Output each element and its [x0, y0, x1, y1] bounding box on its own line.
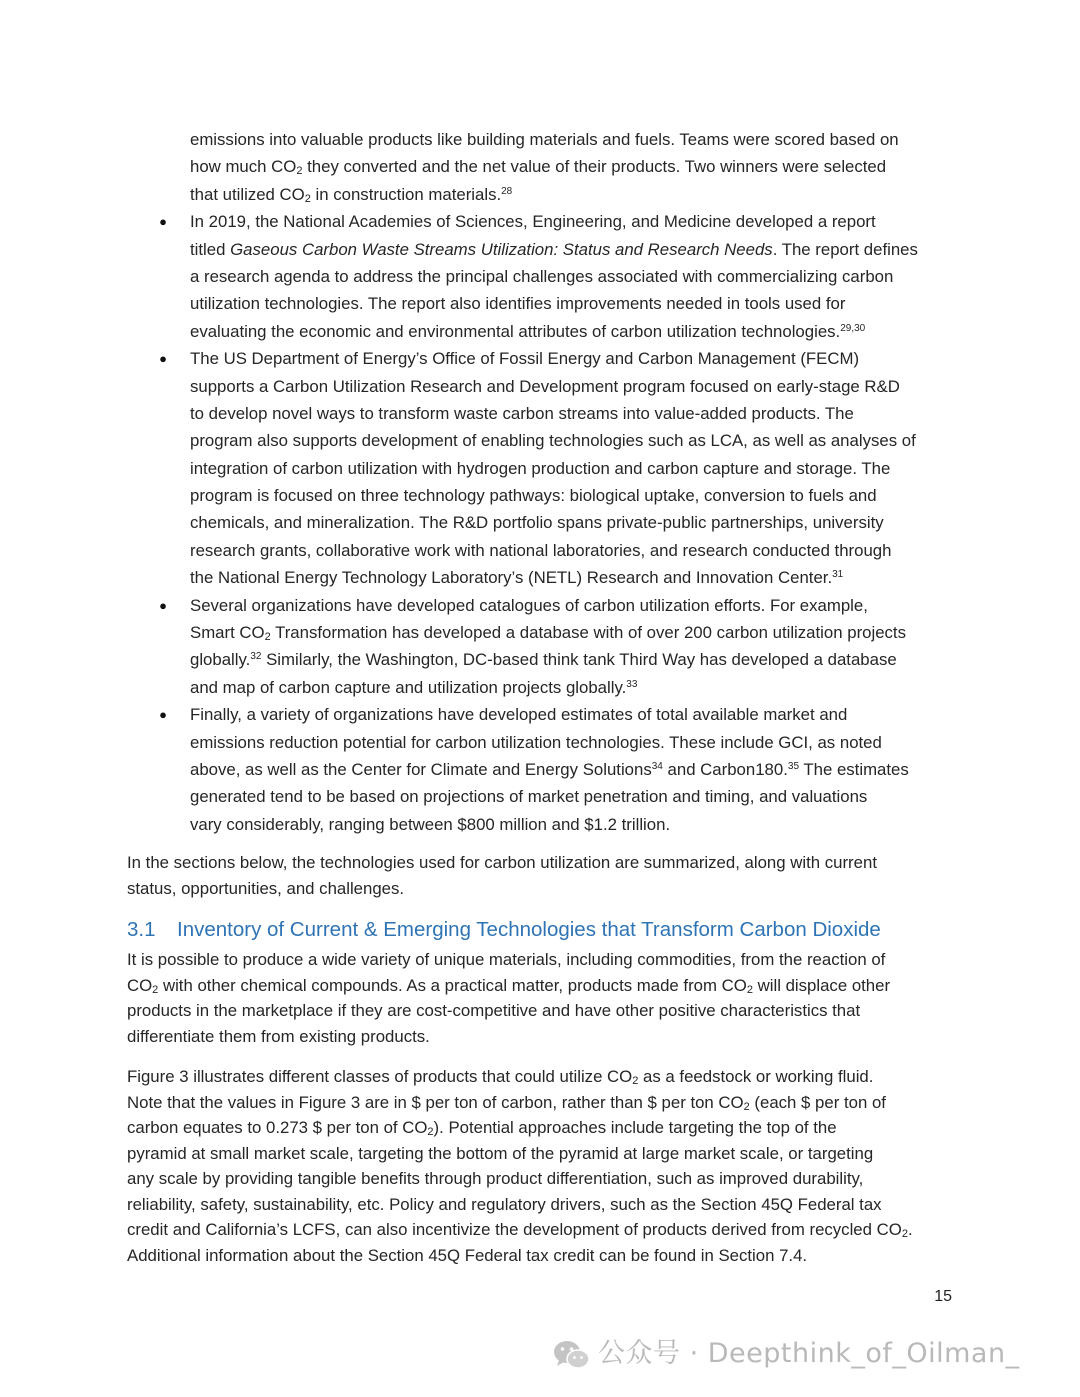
bullet-text: and map of carbon capture and utilization projects globally.$^{33}$: [190, 677, 638, 697]
bullet-dot-icon: ●: [159, 351, 167, 367]
bullet-text: the National Energy Technology Laboratory’s (NETL) Research and Innovation Center.$^{31}$: [190, 568, 844, 588]
bullet-line: [158, 701, 958, 728]
bullet-text: a research agenda to address the principal challenges associated with commercializing carbon: [190, 266, 894, 286]
bullet-dot-icon: ●: [159, 707, 167, 723]
bullet-text: supports a Carbon Utilization Research and Development program focused on early-stage R&D: [190, 376, 900, 396]
bullet-text: Smart $CO_2$ Transformation has developed a database with of over 200 carbon utilization projects: [190, 623, 906, 644]
paragraph-line: credit and California’s LCFS, can also incentivize the development of products derived from recycled $CO_2$.: [127, 1220, 913, 1240]
bullet-line: [158, 564, 958, 591]
paragraph-line: products in the marketplace if they are cost-competitive and have other positive characteristics that: [127, 1001, 861, 1020]
bullet-line: [158, 318, 958, 345]
bullet-text: evaluating the economic and environmental attributes of carbon utilization technologies.$^{29,30}$: [190, 321, 866, 341]
bullet-text: how much $CO_2$ they converted and the net value of their products. Two winners were selected: [190, 157, 887, 178]
bullet-text: to develop novel ways to transform waste carbon streams into value-added products. The: [190, 403, 854, 423]
paragraph-line: $CO_2$ with other chemical compounds. As a practical matter, products made from $CO_2$ will displace other: [127, 975, 891, 996]
bullet-line: [158, 537, 958, 564]
bullet-text: above, as well as the Center for Climate and Energy Solutions$^{34}$ and Carbon180.35 The estimates: [190, 759, 909, 779]
bullet-text: Finally, a variety of organizations have developed estimates of total available market and: [190, 705, 848, 725]
paragraph-line: carbon equates to 0.273 $ per ton of $CO_2$). Potential approaches include targeting the top of the: [127, 1118, 837, 1138]
paragraph-line: any scale by providing tangible benefits through product differentiation, such as improved durability,: [127, 1169, 864, 1188]
paragraph-line: Note that the values in Figure 3 are in $ per ton of carbon, rather than $ per ton $CO_2$ (each $ per ton of: [127, 1092, 886, 1113]
paragraph-line: differentiate them from existing products.: [127, 1026, 430, 1046]
bullet-line: [158, 400, 958, 427]
bullet-line: [158, 674, 958, 701]
bullet-text: Several organizations have developed catalogues of carbon utilization efforts. For example,: [190, 595, 868, 615]
bullet-text: The US Department of Energy’s Office of Fossil Energy and Carbon Management (FECM): [190, 349, 860, 369]
bullet-line: [158, 811, 958, 838]
bullet-line: [158, 263, 958, 290]
page-number: 15: [934, 1288, 952, 1305]
bullet-line: [158, 126, 958, 153]
bullet-text: utilization technologies. The report also identifies improvements needed in tools used for: [190, 294, 846, 314]
bullet-line: [158, 373, 958, 400]
bullet-line: [158, 482, 958, 509]
bullet-text: globally.$^{32}$ Similarly, the Washington, DC-based think tank Third Way has developed a database: [190, 650, 897, 670]
bullet-text: program also supports development of enabling technologies such as LCA, as well as analyses of: [190, 431, 916, 451]
bullet-line: [158, 208, 958, 235]
bullet-line: [158, 756, 958, 783]
paragraph-line: It is possible to produce a wide variety of unique materials, including commodities, from the reaction of: [127, 950, 886, 969]
intro-paragraph: [127, 850, 957, 901]
bullet-line: [158, 290, 958, 317]
bullet-line: [158, 153, 958, 180]
bullet-text: emissions reduction potential for carbon utilization technologies. These include GCI, as noted: [190, 732, 882, 752]
bullet-line: [158, 592, 958, 619]
bullet-list: [158, 126, 958, 838]
paragraph-line: Additional information about the Section 45Q Federal tax credit can be found in Section 7.4.: [127, 1245, 808, 1265]
watermark-text: 公众号 · Deepthink_of_Oilman_: [598, 1338, 1020, 1369]
bullet-line: [158, 619, 958, 646]
section-heading: [127, 916, 881, 944]
bullet-dot-icon: ●: [159, 597, 167, 613]
bullet-line: [158, 236, 958, 263]
bullet-text: generated tend to be based on projections of market penetration and timing, and valuations: [190, 787, 868, 807]
bullet-line: [158, 783, 958, 810]
bullet-line: [158, 427, 958, 454]
section-title: Inventory of Current & Emerging Technologies that Transform Carbon Dioxide: [177, 918, 881, 941]
bullet-text: that utilized $CO_2$ in construction materials.$^{28}$: [190, 184, 513, 205]
bullet-line: [158, 181, 958, 208]
paragraph-line: In the sections below, the technologies used for carbon utilization are summarized, along with current: [127, 853, 877, 872]
paragraph-1: [127, 947, 957, 1049]
bullet-line: [158, 646, 958, 673]
bullet-text: emissions into valuable products like building materials and fuels. Teams were scored based on: [190, 130, 899, 149]
paragraph-line: pyramid at small market scale, targeting the bottom of the pyramid at large market scale, or targeting: [127, 1143, 874, 1163]
bullet-text: chemicals, and mineralization. The R&D portfolio spans private-public partnerships, university: [190, 513, 884, 533]
bullet-line: [158, 455, 958, 482]
bullet-line: [158, 729, 958, 756]
bullet-text: program is focused on three technology pathways: biological uptake, conversion to fuels and: [190, 486, 877, 506]
bullet-text: vary considerably, ranging between $800 million and $1.2 trillion.: [190, 814, 671, 834]
bullet-line: [158, 509, 958, 536]
bullet-text: In 2019, the National Academies of Sciences, Engineering, and Medicine developed a report: [190, 212, 876, 232]
paragraph-line: reliability, safety, sustainability, etc. Policy and regulatory drivers, such as the Section 45Q Federal tax: [127, 1194, 882, 1214]
wechat-icon: [552, 1338, 592, 1372]
bullet-text: integration of carbon utilization with hydrogen production and carbon capture and storage. The: [190, 458, 891, 478]
paragraph-2: [127, 1064, 957, 1268]
watermark: [552, 1334, 1020, 1374]
paragraph-line: Figure 3 illustrates different classes of products that could utilize $CO_2$ as a feedstock or working fluid.: [127, 1067, 874, 1087]
bullet-line: [158, 345, 958, 372]
bullet-text: titled Gaseous Carbon Waste Streams Utilization: Status and Research Needs. The report defines: [190, 239, 918, 259]
bullet-text: research grants, collaborative work with national laboratories, and research conducted through: [190, 540, 892, 560]
paragraph-line: status, opportunities, and challenges.: [127, 878, 405, 898]
section-number: 3.1: [127, 918, 156, 941]
bullet-dot-icon: ●: [159, 214, 167, 230]
